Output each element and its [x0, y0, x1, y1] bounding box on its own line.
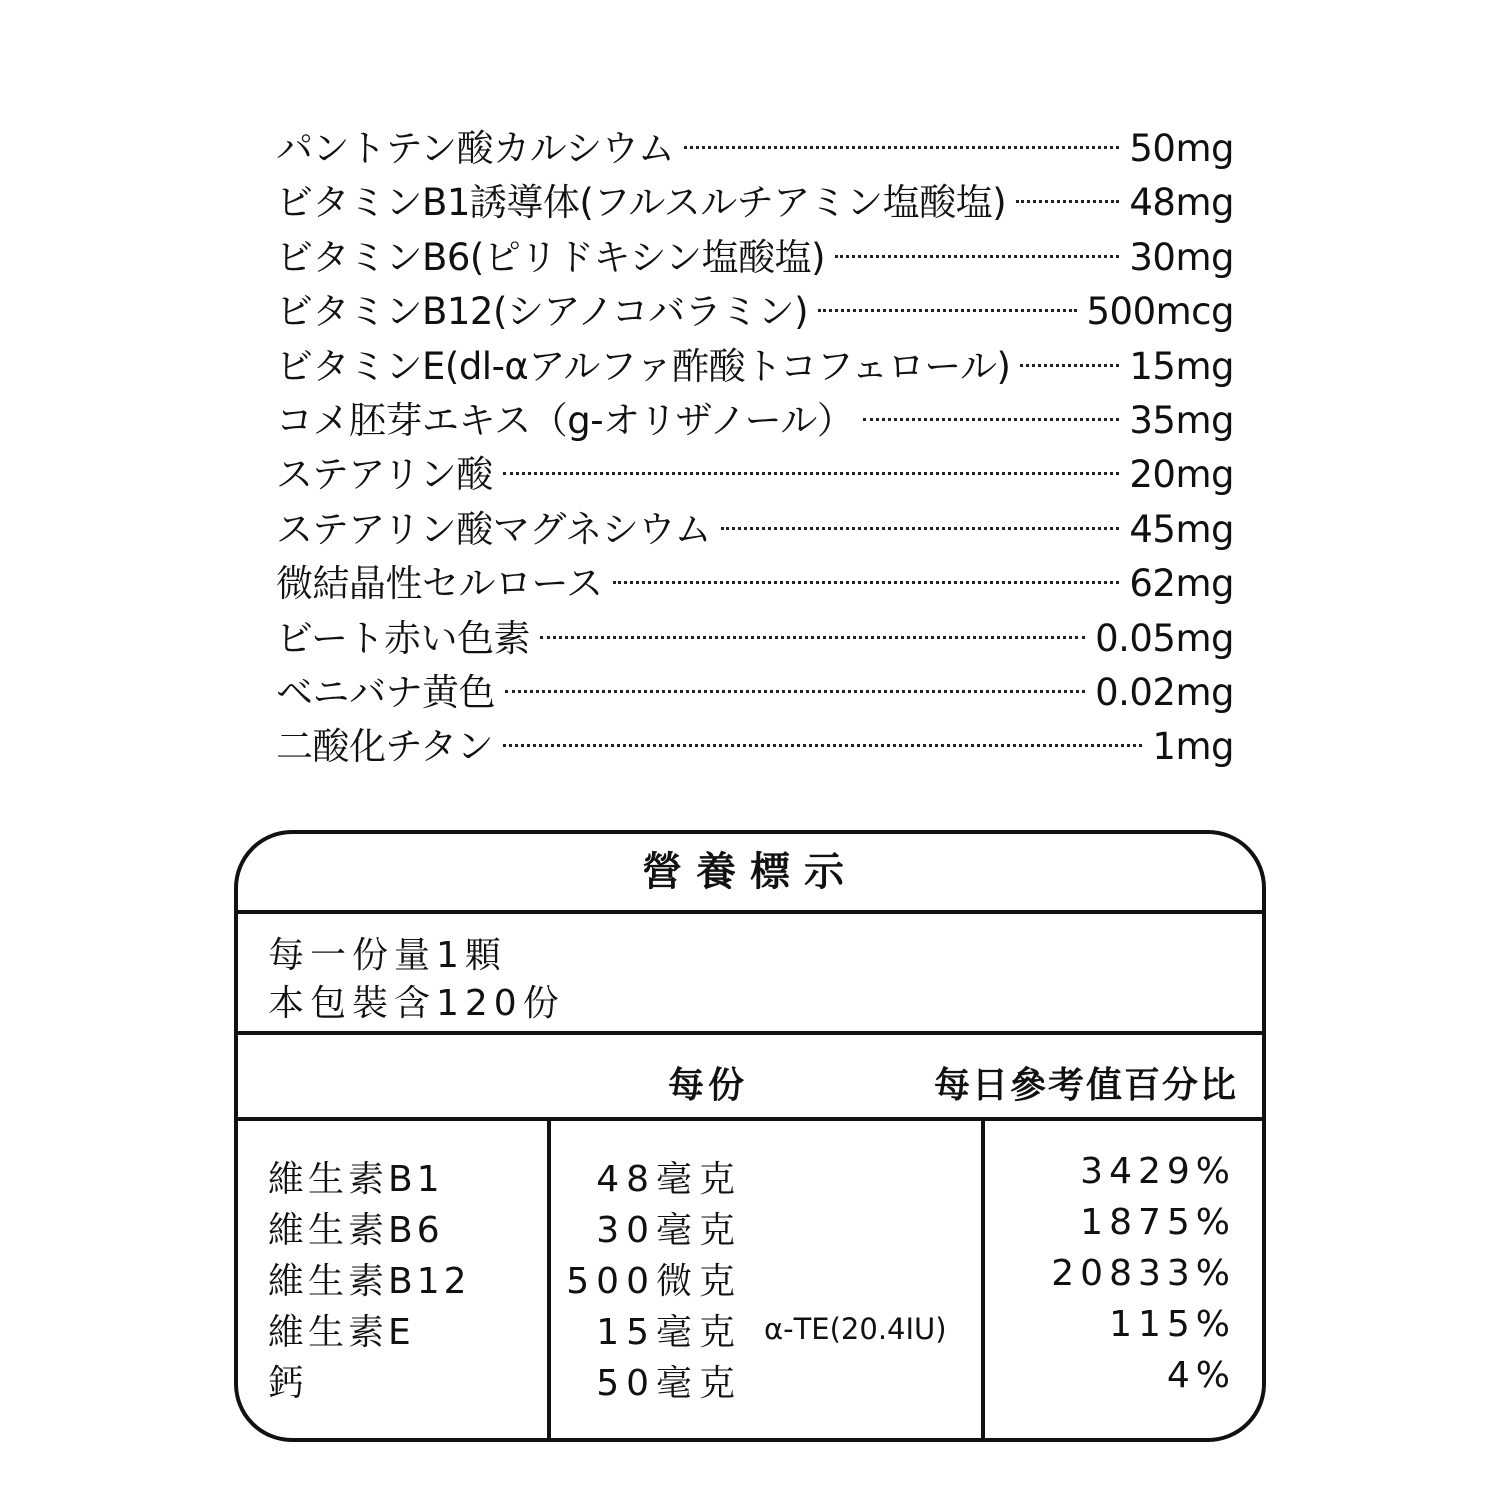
- nutrition-title: 營養標示: [238, 834, 1262, 914]
- nutrient-row: [238, 1349, 1262, 1404]
- nutrient-name: 維生素E: [268, 1312, 415, 1353]
- nutrient-note: α-TE(20.4IU): [764, 1312, 947, 1346]
- ingredient-name: 二酸化チタン: [276, 725, 494, 769]
- dotted-leader: [613, 581, 1120, 584]
- ingredient-amount: 0.02mg: [1095, 670, 1234, 714]
- ingredient-row: [276, 499, 1234, 553]
- ingredient-row: [276, 281, 1234, 335]
- ingredient-row: [276, 662, 1234, 716]
- ingredient-amount: 30mg: [1129, 235, 1234, 279]
- ingredient-row: [276, 716, 1234, 770]
- ingredient-name: ビタミンE(dl-αアルファ酢酸トコフェロール): [276, 344, 1011, 388]
- nutrient-amount: 500微克: [566, 1261, 742, 1302]
- dotted-leader: [503, 744, 1142, 747]
- ingredient-row: [276, 227, 1234, 281]
- dotted-leader: [721, 527, 1119, 530]
- dotted-leader: [684, 146, 1119, 149]
- ingredient-row: [276, 553, 1234, 607]
- nutrient-name: 維生素B12: [268, 1261, 471, 1302]
- ingredient-amount: 500mcg: [1086, 290, 1234, 334]
- nutrient-row: [238, 1247, 1262, 1302]
- ingredient-row: [276, 444, 1234, 498]
- ingredient-name: ステアリン酸: [276, 453, 493, 497]
- nutrient-name: 鈣: [268, 1363, 309, 1404]
- nutrient-name: 維生素B6: [268, 1210, 444, 1251]
- ingredient-name: パントテン酸カルシウム: [276, 127, 675, 170]
- ingredient-amount: 20mg: [1129, 453, 1234, 497]
- dotted-leader: [503, 472, 1120, 475]
- ingredient-name: ビタミンB12(シアノコバラミン): [276, 290, 809, 334]
- ingredient-amount: 50mg: [1129, 127, 1234, 170]
- ingredient-name: ビタミンB1誘導体(フルスルチアミン塩酸塩): [276, 181, 1007, 225]
- nutrient-daily-value: 1875%: [1080, 1202, 1236, 1243]
- ingredient-amount: 45mg: [1129, 507, 1234, 551]
- ingredient-amount: 35mg: [1129, 398, 1234, 442]
- ingredient-amount: 48mg: [1129, 181, 1234, 225]
- nutrition-column-header: [238, 1039, 1262, 1121]
- dotted-leader: [505, 690, 1085, 693]
- nutrient-daily-value: 115%: [1109, 1304, 1236, 1345]
- nutrition-facts-panel: [234, 830, 1266, 1442]
- nutrient-row: [238, 1145, 1262, 1200]
- nutrient-daily-value: 4%: [1166, 1355, 1236, 1396]
- ingredient-name: ビート赤い色素: [276, 616, 531, 660]
- serving-info: [238, 914, 1262, 1035]
- per-serving-header: 每份: [668, 1065, 749, 1106]
- nutrient-row: [238, 1196, 1262, 1251]
- nutrient-name: 維生素B1: [268, 1159, 444, 1200]
- ingredient-name: ビタミンB6(ピリドキシン塩酸塩): [276, 235, 825, 279]
- ingredient-row: [276, 172, 1234, 226]
- dotted-leader: [835, 255, 1119, 258]
- dotted-leader: [1020, 364, 1119, 367]
- ingredient-row: [276, 118, 1234, 172]
- dotted-leader: [818, 309, 1076, 312]
- nutrient-amount: 50毫克: [596, 1363, 742, 1404]
- ingredient-name: ステアリン酸マグネシウム: [276, 507, 712, 551]
- ingredient-row: [276, 336, 1234, 390]
- ingredient-amount: 0.05mg: [1095, 616, 1234, 660]
- dotted-leader: [1016, 200, 1119, 203]
- ingredient-name: ベニバナ黄色: [276, 670, 495, 714]
- ingredient-amount: 1mg: [1152, 725, 1234, 769]
- ingredient-list: [276, 118, 1234, 771]
- nutrient-daily-value: 3429%: [1080, 1151, 1236, 1192]
- nutrition-table-body: [238, 1121, 1262, 1438]
- serving-size: 每一份量1顆: [268, 935, 507, 976]
- nutrient-amount: 15毫克: [596, 1312, 742, 1353]
- ingredient-name: 微結晶性セルロース: [276, 562, 603, 606]
- ingredient-row: [276, 390, 1234, 444]
- servings-per-package: 本包裝含120份: [268, 983, 565, 1024]
- ingredient-name: コメ胚芽エキス（g-オリザノール）: [276, 398, 854, 442]
- dotted-leader: [863, 418, 1119, 421]
- ingredient-amount: 62mg: [1129, 562, 1234, 606]
- nutrient-amount: 48毫克: [596, 1159, 742, 1200]
- dotted-leader: [540, 636, 1085, 639]
- nutrient-amount: 30毫克: [596, 1210, 742, 1251]
- ingredient-row: [276, 608, 1234, 662]
- ingredient-amount: 15mg: [1129, 344, 1234, 388]
- nutrient-row: [238, 1298, 1262, 1353]
- nutrient-daily-value: 20833%: [1051, 1253, 1236, 1294]
- daily-value-header: 每日參考值百分比: [933, 1065, 1238, 1106]
